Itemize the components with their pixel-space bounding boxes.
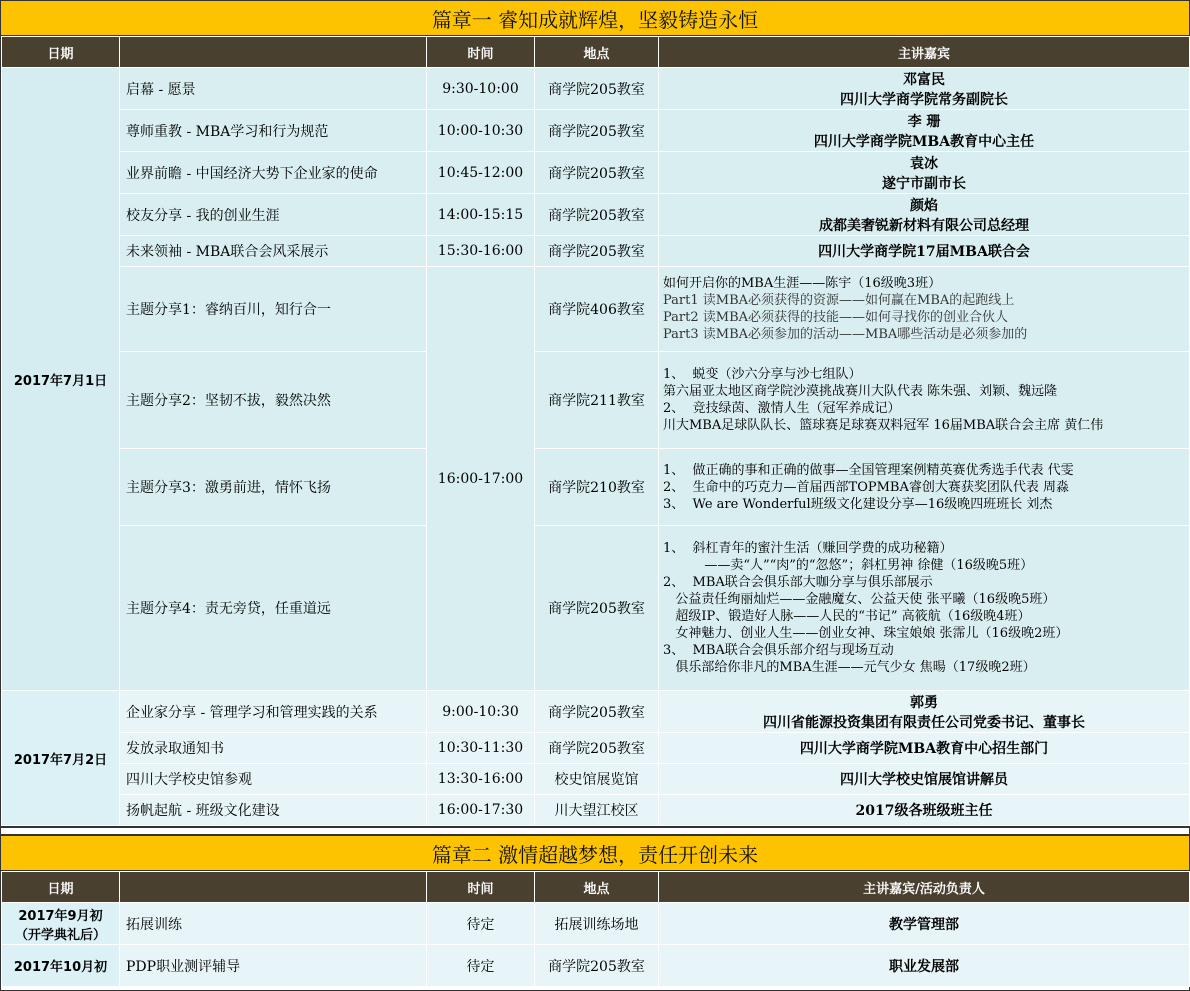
table-row	[2, 236, 1190, 267]
detail-line: 超级IP、锻造好人脉——人民的“书记” 高筱航（16级晚4班）	[663, 609, 1031, 624]
table-row	[2, 110, 1190, 152]
chapter1-table	[1, 36, 1190, 826]
session-place: 商学院205教室	[535, 110, 659, 152]
session-speaker	[659, 733, 1190, 764]
speaker-name: 四川大学校史馆展馆讲解员	[840, 772, 1008, 788]
header-topic	[120, 872, 427, 903]
detail-line: 川大MBA足球队队长、篮球赛足球赛双料冠军 16届MBA联合会主席 黄仁伟	[663, 418, 1104, 433]
share-place: 商学院406教室	[535, 267, 659, 352]
share-topic: 主题分享1：睿纳百川，知行合一	[120, 267, 427, 352]
table-row	[2, 68, 1190, 110]
speaker-title: 四川大学商学院MBA教育中心主任	[813, 133, 1035, 150]
detail-line: 2、 生命中的巧克力—首届西部TOPMBA睿创大赛获奖团队代表 周淼	[663, 479, 1069, 495]
speaker-title: 四川大学商学院常务副院长	[840, 91, 1008, 108]
session-speaker	[659, 110, 1190, 152]
detail-line: 3、 MBA联合会俱乐部介绍与现场互动	[663, 643, 894, 658]
session-time: 15:30-16:00	[427, 236, 535, 267]
session-topic: 扬帆起航 - 班级文化建设	[120, 795, 427, 826]
speaker-name: 邓富民	[903, 71, 945, 88]
session-time: 10:00-10:30	[427, 110, 535, 152]
share-detail	[659, 449, 1190, 526]
session-speaker	[659, 68, 1190, 110]
session-topic: 企业家分享 - 管理学习和管理实践的关系	[120, 691, 427, 733]
header-time: 时间	[427, 872, 535, 903]
detail-line: 1、 斜杠青年的蜜汁生活（赚回学费的成功秘籍）	[663, 541, 953, 556]
day1-date: 2017年7月1日	[2, 68, 120, 691]
chapter1-title: 篇章一 睿知成就辉煌，坚毅铸造永恒	[1, 1, 1189, 36]
header-date: 日期	[2, 37, 120, 68]
detail-line: 3、 We are Wonderful班级文化建设分享—16级晚四班班长 刘杰	[663, 496, 1053, 512]
event-owner: 职业发展部	[659, 945, 1190, 987]
session-place: 商学院205教室	[535, 691, 659, 733]
section-divider	[1, 826, 1189, 836]
session-place: 商学院205教室	[535, 733, 659, 764]
session-time: 9:30-10:00	[427, 68, 535, 110]
session-speaker	[659, 236, 1190, 267]
session-time: 9:00-10:30	[427, 691, 535, 733]
detail-line: 俱乐部给你非凡的MBA生涯——元气少女 焦暘（17级晚2班）	[663, 660, 1036, 675]
share-detail	[659, 526, 1190, 691]
session-time: 14:00-15:15	[427, 194, 535, 236]
chapter2-title: 篇章二 激情超越梦想，责任开创未来	[1, 836, 1189, 871]
detail-line: Part2 读MBA必须获得的技能——如何寻找你的创业合伙人	[663, 310, 1009, 325]
session-speaker	[659, 152, 1190, 194]
event-date	[2, 945, 120, 987]
header-place: 地点	[535, 37, 659, 68]
share-detail	[659, 352, 1190, 449]
speaker-title: 成都美奢锐新材料有限公司总经理	[819, 217, 1029, 234]
header-speaker: 主讲嘉宾/活动负责人	[659, 872, 1190, 903]
share-place: 商学院211教室	[535, 352, 659, 449]
share-place: 商学院210教室	[535, 449, 659, 526]
speaker-name: 2017级各班级班主任	[855, 803, 993, 819]
session-place: 川大望江校区	[535, 795, 659, 826]
session-place: 商学院205教室	[535, 152, 659, 194]
detail-line: 第六届亚太地区商学院沙漠挑战赛川大队代表 陈朱强、刘颖、魏远隆	[663, 384, 1058, 399]
speaker-name: 四川大学商学院17届MBA联合会	[818, 244, 1030, 260]
detail-line: Part1 读MBA必须获得的资源——如何赢在MBA的起跑线上	[663, 293, 1015, 308]
session-time: 10:30-11:30	[427, 733, 535, 764]
detail-line: 如何开启你的MBA生涯——陈宇（16级晚3班）	[663, 276, 942, 291]
share-place: 商学院205教室	[535, 526, 659, 691]
session-time: 10:45-12:00	[427, 152, 535, 194]
session-place: 商学院205教室	[535, 194, 659, 236]
event-topic: PDP职业测评辅导	[120, 945, 427, 987]
chapter2-table	[1, 871, 1190, 987]
table-row	[2, 903, 1190, 945]
share-detail	[659, 267, 1190, 352]
table-row	[2, 691, 1190, 733]
session-speaker	[659, 764, 1190, 795]
date-note: （开学典礼后）	[14, 927, 106, 943]
day2-date: 2017年7月2日	[2, 691, 120, 826]
date-line: 2017年10月初	[13, 960, 108, 975]
speaker-name: 袁冰	[910, 155, 938, 172]
session-speaker	[659, 795, 1190, 826]
session-place: 商学院205教室	[535, 68, 659, 110]
speaker-name: 郭勇	[910, 694, 938, 711]
event-time: 待定	[427, 945, 535, 987]
share-time: 16:00-17:00	[427, 267, 535, 691]
session-place: 商学院205教室	[535, 236, 659, 267]
table-row	[2, 152, 1190, 194]
speaker-name: 颜焰	[910, 197, 938, 214]
detail-line: 1、 做正确的事和正确的做事—全国管理案例精英赛优秀选手代表 代雯	[663, 462, 1074, 478]
chapter2-header-row	[2, 872, 1190, 903]
table-row	[2, 526, 1190, 691]
header-topic	[120, 37, 427, 68]
event-owner: 教学管理部	[659, 903, 1190, 945]
detail-line: 1、 蜕变（沙六分享与沙七组队）	[663, 367, 862, 382]
event-topic: 拓展训练	[120, 903, 427, 945]
header-date: 日期	[2, 872, 120, 903]
session-topic: 业界前瞻 - 中国经济大势下企业家的使命	[120, 152, 427, 194]
share-topic: 主题分享3：激勇前进，情怀飞扬	[120, 449, 427, 526]
table-row	[2, 795, 1190, 826]
event-date	[2, 903, 120, 945]
event-place: 商学院205教室	[535, 945, 659, 987]
session-topic: 四川大学校史馆参观	[120, 764, 427, 795]
detail-line: 女神魅力、创业人生——创业女神、珠宝娘娘 张霈儿（16级晚2班）	[663, 626, 1069, 641]
session-topic: 发放录取通知书	[120, 733, 427, 764]
session-time: 16:00-17:30	[427, 795, 535, 826]
chapter1-header-row	[2, 37, 1190, 68]
detail-line: ——卖“人”“肉”的“忽悠”；斜杠男神 徐健（16级晚5班）	[663, 558, 1034, 573]
session-speaker	[659, 194, 1190, 236]
session-speaker	[659, 691, 1190, 733]
session-topic: 校友分享 - 我的创业生涯	[120, 194, 427, 236]
speaker-name: 四川大学商学院MBA教育中心招生部门	[799, 741, 1049, 757]
table-row	[2, 945, 1190, 987]
header-place: 地点	[535, 872, 659, 903]
table-row	[2, 764, 1190, 795]
table-row	[2, 267, 1190, 352]
detail-line: 公益责任绚丽灿烂——金融魔女、公益天使 张平曦（16级晚5班）	[663, 592, 1056, 607]
speaker-title: 遂宁市副市长	[882, 175, 966, 192]
date-line: 2017年9月初	[18, 908, 103, 924]
share-topic: 主题分享4：责无旁贷，任重道远	[120, 526, 427, 691]
speaker-title: 四川省能源投资集团有限责任公司党委书记、董事长	[763, 714, 1085, 731]
header-speaker: 主讲嘉宾	[659, 37, 1190, 68]
event-time: 待定	[427, 903, 535, 945]
table-row	[2, 449, 1190, 526]
session-topic: 未来领袖 - MBA联合会风采展示	[120, 236, 427, 267]
detail-line: 2、 MBA联合会俱乐部大咖分享与俱乐部展示	[663, 575, 933, 590]
detail-line: 2、 竞技绿茵、激情人生（冠军养成记）	[663, 401, 901, 416]
table-row	[2, 733, 1190, 764]
share-topic: 主题分享2：坚韧不拔，毅然决然	[120, 352, 427, 449]
speaker-name: 李 珊	[907, 113, 941, 130]
session-place: 校史馆展览馆	[535, 764, 659, 795]
detail-line: Part3 读MBA必须参加的活动——MBA哪些活动是必须参加的	[663, 327, 1028, 342]
table-row	[2, 352, 1190, 449]
session-time: 13:30-16:00	[427, 764, 535, 795]
event-place: 拓展训练场地	[535, 903, 659, 945]
header-time: 时间	[427, 37, 535, 68]
table-row	[2, 194, 1190, 236]
session-topic: 启幕 - 愿景	[120, 68, 427, 110]
session-topic: 尊师重教 - MBA学习和行为规范	[120, 110, 427, 152]
